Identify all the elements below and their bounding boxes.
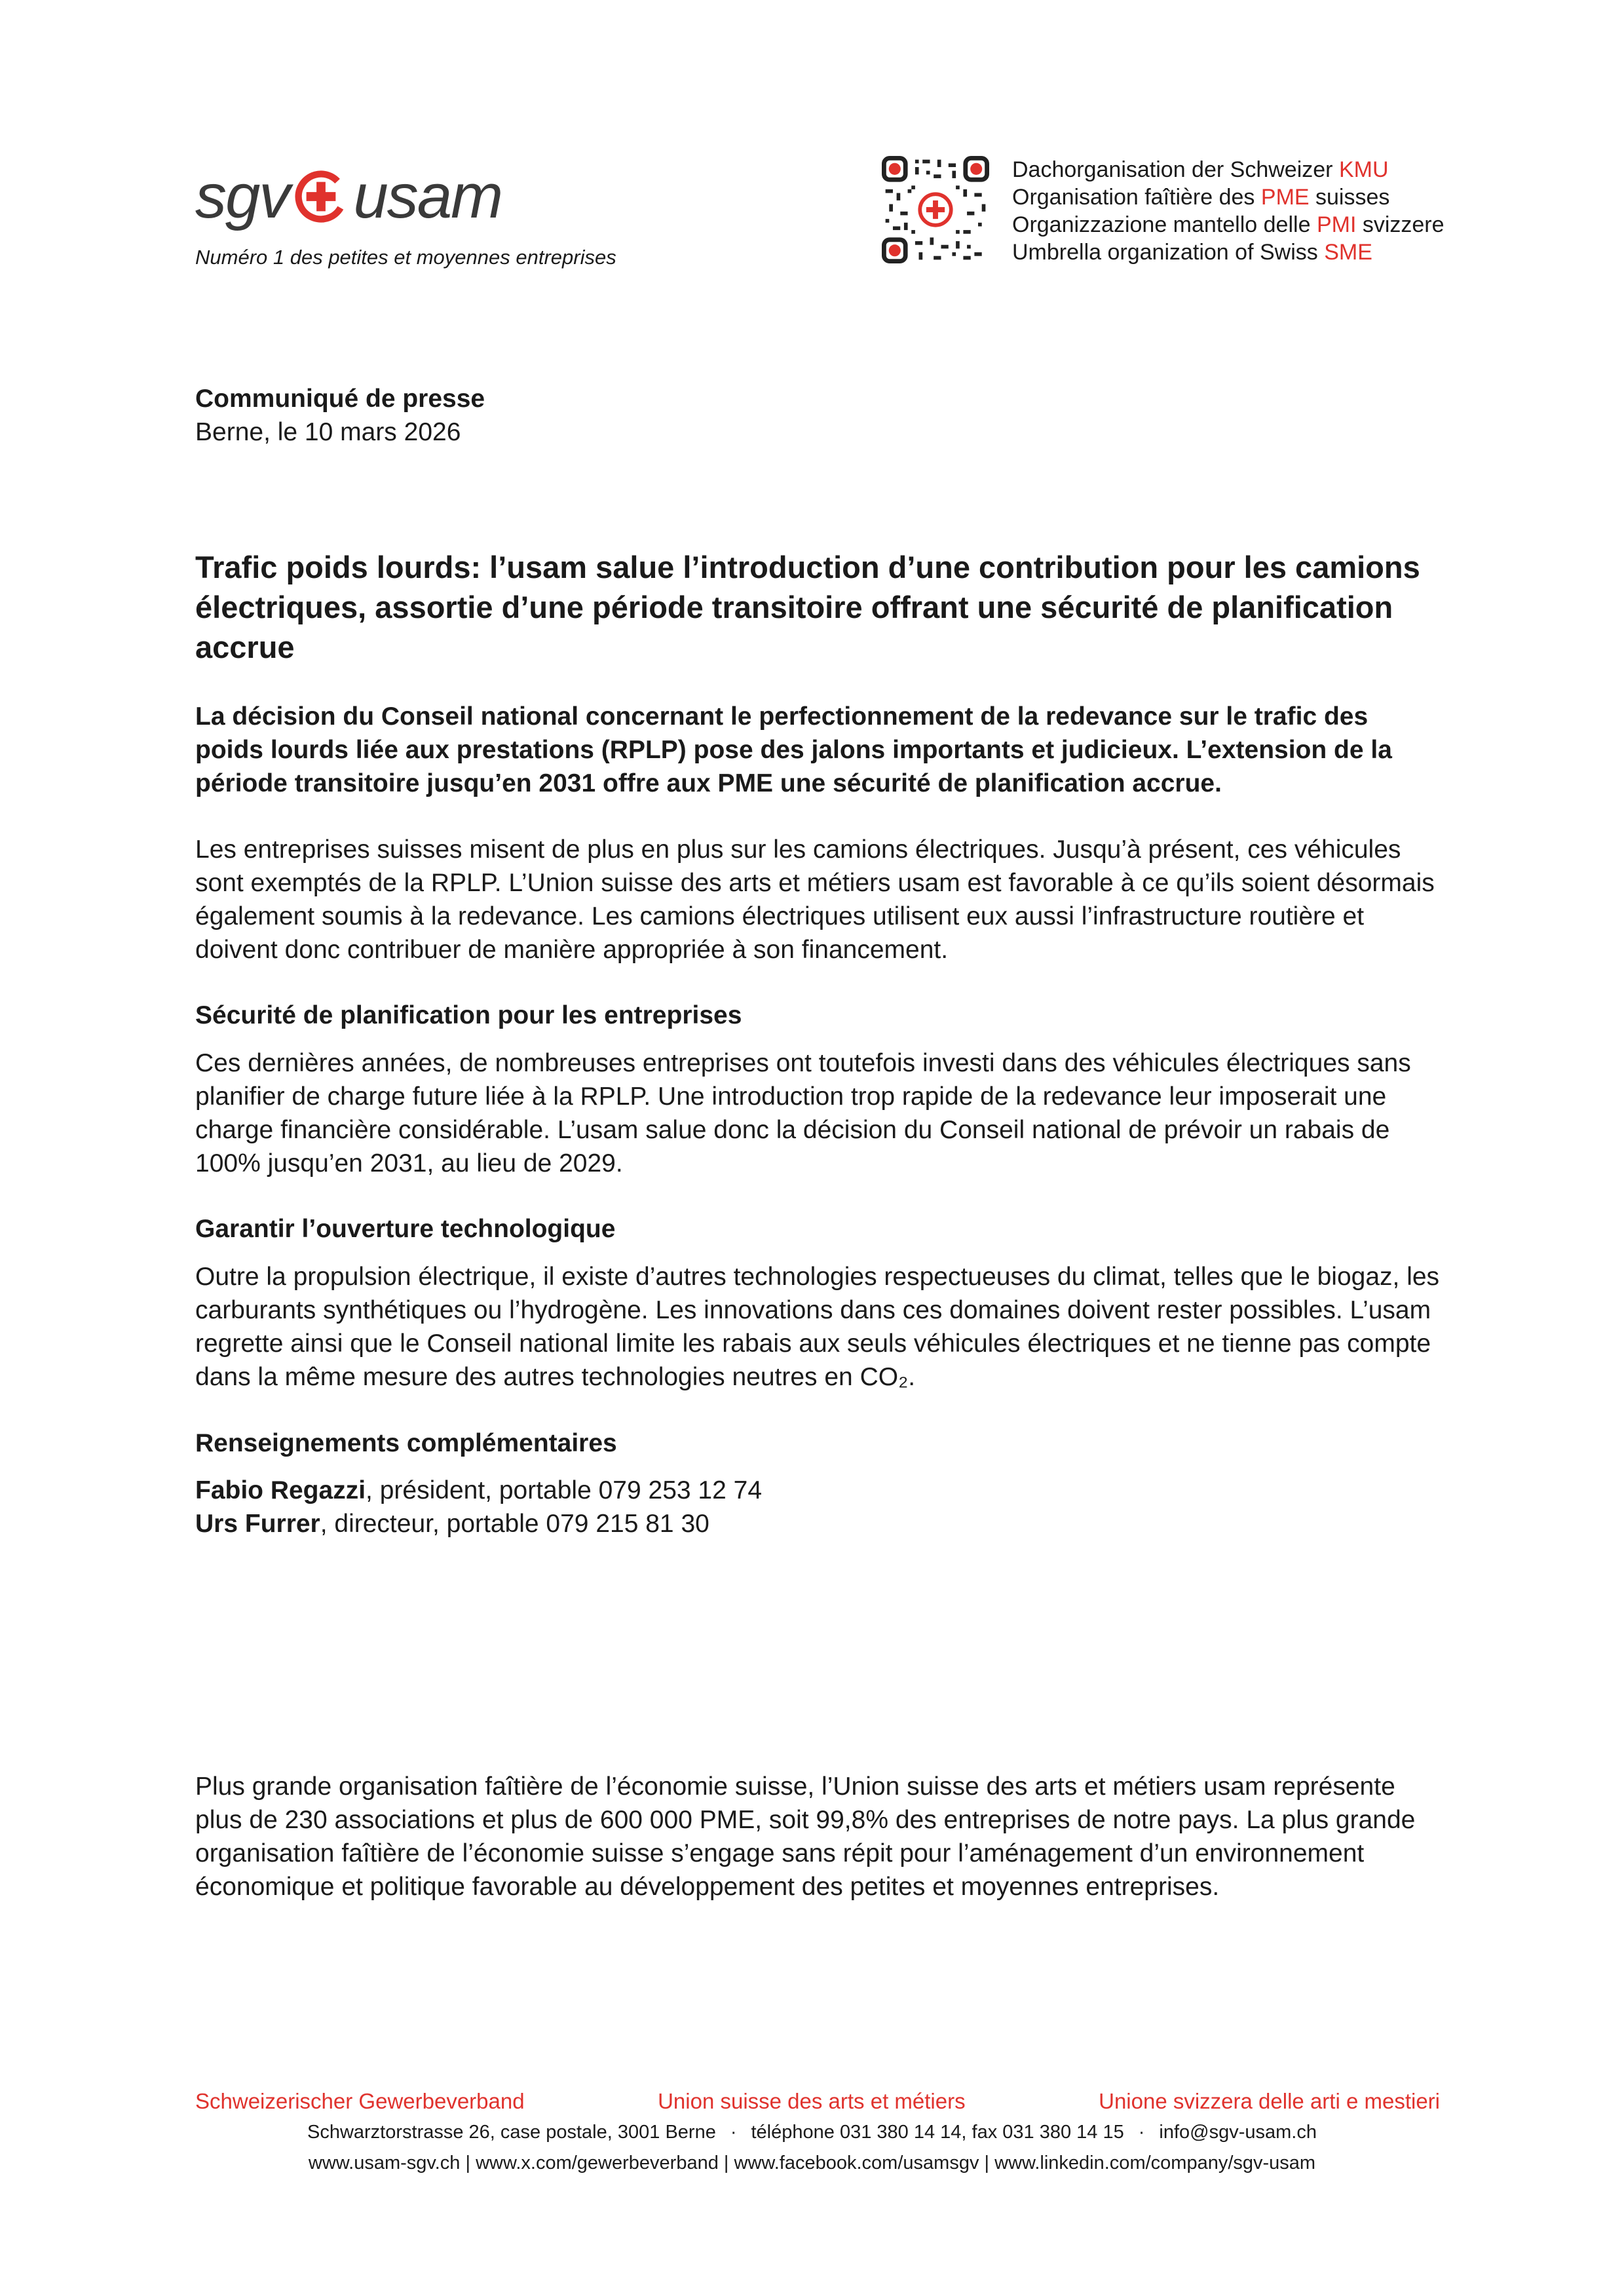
about-paragraph: Plus grande organisation faîtière de l’économie suisse, l’Union suisse des arts et métiers usam représente plus de 230 associations et plus de 600 000 PME, soit 99,8% des entreprises de notre pays. La plus grande organisation faîtière de l’économie suisse s’engage sans répit pour l’aménagement d’un environnement économique et politique favorable au développement des petites et moyennes entreprises.: [195, 1772, 1416, 1901]
section-text-planning: Ces dernières années, de nombreuses entreprises ont toutefois investi dans des véhicules électriques sans planifier de charge future liée à la RPLP. Une introduction trop rapide de la redevance leur imposerait une charge financière considérable. L’usam salue donc la décision du Conseil national de prévoir un rabais de 100% jusqu’en 2031, au lieu de 2029.: [195, 1049, 1411, 1177]
contact-item: [195, 1507, 762, 1540]
logo-tagline: Numéro 1 des petites et moyennes entreprises: [195, 246, 616, 269]
section-text-technology: Outre la propulsion électrique, il existe d’autres technologies respectueuses du climat, telles que le biogaz, les carburants synthétiques ou l’hydrogène. Les innovations dans ces domaines doivent rester possibles. L’usam regrette ainsi que le Conseil national limite les rabais aux seuls véhicules électriques et ne tienne pas compte dans la même mesure des autres technologies neutres en CO₂.: [195, 1263, 1440, 1391]
org-name-de: Dachorganisation der Schweizer KMU: [1012, 157, 1389, 182]
contact-details: , directeur, portable 079 215 81 30: [320, 1510, 709, 1538]
logo-text-sgv: sgv: [195, 161, 290, 231]
press-release-label: Communiqué de presse: [195, 385, 485, 413]
organization-names: [1012, 156, 1445, 266]
headline: Trafic poids lourds: l’usam salue l’introduction d’une contribution pour les camions électriques, assortie d’une période transitoire offrant une sécurité de planification accrue: [195, 550, 1420, 664]
footer-links: www.usam-sgv.ch | www.x.com/gewerbeverband | www.facebook.com/usamsgv | www.linkedin.com/company/sgv-usam: [308, 2152, 1316, 2173]
footer-name-fr: Union suisse des arts et métiers: [658, 2089, 966, 2113]
contact-name: Fabio Regazzi: [195, 1476, 366, 1504]
press-release-date: Berne, le 10 mars 2026: [195, 418, 461, 446]
footer-address-line: Schwarztorstrasse 26, case postale, 3001 Berne · téléphone 031 380 14 14, fax 031 380 14 15 · info@sgv-usam.ch: [307, 2122, 1317, 2143]
footer-link-x[interactable]: www.x.com/gewerbeverband: [476, 2152, 719, 2173]
org-name-en: Umbrella organization of Swiss SME: [1012, 240, 1372, 265]
footer-link-website[interactable]: www.usam-sgv.ch: [308, 2152, 461, 2173]
section-title-technology: Garantir l’ouverture technologique: [195, 1215, 616, 1243]
contact-item: [195, 1474, 762, 1507]
swiss-cross-at-icon: [293, 168, 349, 225]
contact-name: Urs Furrer: [195, 1510, 320, 1538]
contact-details: , président, portable 079 253 12 74: [366, 1476, 763, 1504]
footer-link-facebook[interactable]: www.facebook.com/usamsgv: [734, 2152, 979, 2173]
footer-address: Schwarztorstrasse 26, case postale, 3001 Berne: [307, 2122, 716, 2143]
contact-list: [195, 1474, 762, 1540]
footer-name-it: Unione svizzera delle arti e mestieri: [1099, 2089, 1440, 2113]
section-title-planning: Sécurité de planification pour les entreprises: [195, 1001, 742, 1029]
logo-text-usam: usam: [353, 161, 502, 231]
footer-phone: téléphone 031 380 14 14, fax 031 380 14 15: [751, 2122, 1124, 2143]
lead-paragraph: La décision du Conseil national concernant le perfectionnement de la redevance sur le trafic des poids lourds liée aux prestations (RPLP) pose des jalons importants et judicieux. L’extension de la période transitoire jusqu’en 2031 offre aux PME une sécurité de planification accrue.: [195, 702, 1392, 797]
footer-email-link[interactable]: info@sgv-usam.ch: [1159, 2122, 1317, 2143]
org-name-it: Organizzazione mantello delle PMI svizzere: [1012, 212, 1445, 237]
footer-org-names: [195, 2089, 1440, 2114]
org-name-fr: Organisation faîtière des PME suisses: [1012, 185, 1390, 210]
sgv-usam-logo: [195, 161, 562, 244]
qr-code-icon: [882, 156, 989, 263]
intro-paragraph: Les entreprises suisses misent de plus en plus sur les camions électriques. Jusqu’à présent, ces véhicules sont exemptés de la RPLP. L’Union suisse des arts et métiers usam est favorable à ce qu’ils soient désormais également soumis à la redevance. Les camions électriques utilisent eux aussi l’infrastructure routière et doivent donc contribuer de manière appropriée à son financement.: [195, 835, 1435, 964]
section-title-contacts: Renseignements complémentaires: [195, 1429, 617, 1457]
footer-name-de: Schweizerischer Gewerbeverband: [195, 2089, 525, 2113]
footer-link-linkedin[interactable]: www.linkedin.com/company/sgv-usam: [994, 2152, 1316, 2173]
